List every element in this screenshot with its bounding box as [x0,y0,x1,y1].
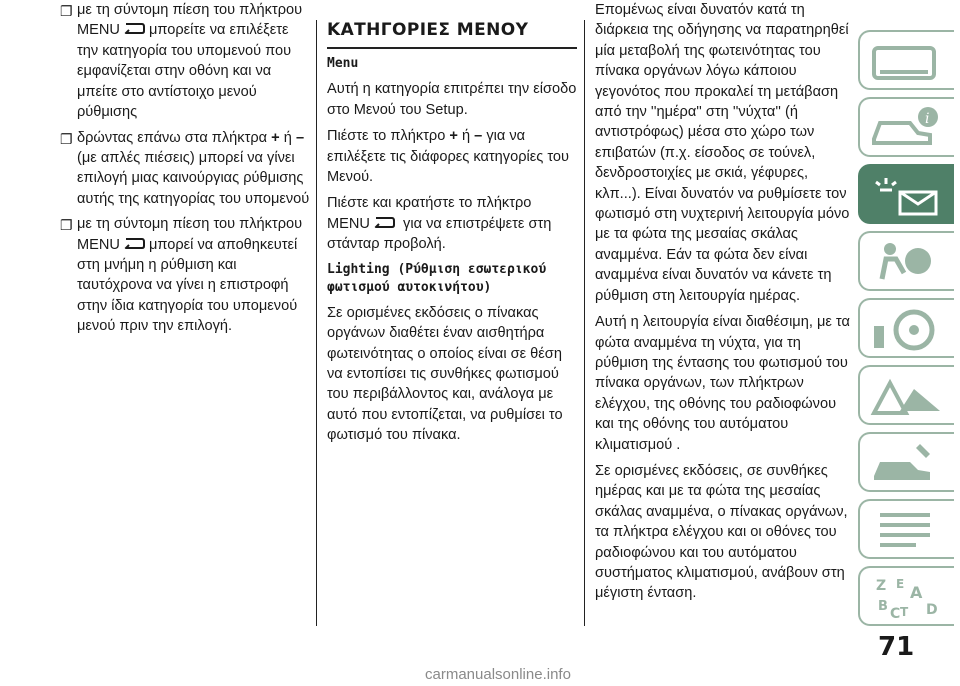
car-info-icon [870,105,946,151]
tab-safety[interactable] [858,231,954,291]
paragraph: Αυτή η κατηγορία επιτρέπει την είσοδο στο Μενού του Setup. [327,81,577,118]
page-number: 71 [878,632,915,662]
tab-car-overview[interactable] [858,30,954,90]
paragraph: Επομένως είναι δυνατόν κατά τη διάρκεια της οδήγησης να παρατηρηθεί μία μεταβολή της φωτεινότητας του πίνακα οργάνων λόγω κάποιου γεγονότος που προκαλεί τη μετάβαση από την ''ημέρα'' στη ''νύχτα'' (ή αντιστρόφως) μέσα στο χώρο των επιβατών (π.χ. είσοδος σε τούνελ, δενδροστοιχίες με σκιά, γέφυρες, κλπ...). Είναι δυνατόν να ρυθμίσετε τον φωτισμό στη νυχτερινή λειτουργία μόνο με τα φώτα της μεσαίας σκάλας αναμμένα. Εάν τα φώτα δεν είναι αναμμένα είναι δυνατόν να κάνετε τη ρύθμιση στη λειτουργία ημέρας. [595,2,850,304]
or-text: ή [283,129,292,146]
emergency-triangle-icon [870,373,946,419]
column-3 [595,0,850,610]
minus-key: – [295,129,305,146]
index-letter: D [926,602,938,618]
paragraph-text: για να επιστρέψετε στη στάνταρ προβολή. [327,215,552,253]
bullet-text: στη μνήμη η ρύθμιση και ταυτόχρονα να γίνει η επιστροφή στην ίδια κατηγορία του υπομενού μενού πριν την επιλογή. [77,257,298,335]
tab-maintenance[interactable] [858,432,954,492]
index-letter: C [890,606,901,620]
bullet-text: (με απλές πιέσεις) μπορεί να γίνει επιλογή μιας καινούργιας ρύθμισης αυτής της κατηγορίας του υπομενού [77,149,310,207]
bullet-item [60,128,310,210]
tab-index[interactable] [858,566,954,626]
lighting-subheading: Lighting (Ρύθμιση εσωτερικού φωτισμού αυτοκινήτου) [327,261,547,295]
tab-emergency[interactable] [858,365,954,425]
plus-key: + [271,129,280,146]
column-divider [584,20,585,626]
or-text: ή [461,128,471,145]
svg-text:i: i [925,111,930,127]
menu-key-label: MENU [327,215,370,232]
bullet-checkbox-icon: ❐ [60,3,73,19]
paragraph-text: για να επιλέξετε τις διάφορες κατηγορίες του Μενού. [327,128,570,186]
warning-lights-message-icon [870,172,946,218]
car-dashboard-icon [870,38,946,84]
paragraph [327,126,577,187]
tab-technical-data[interactable] [858,499,954,559]
bullet-text: την κατηγορία του υπομενού που εμφανίζεται στην οθόνη και να μπείτε στο αντίστοιχο μενού ρύθμισης [77,42,292,121]
index-letter: A [910,583,923,602]
paragraph-text: Πιέστε το πλήκτρο [327,128,446,145]
bullet-checkbox-icon: ❐ [60,217,73,234]
bullet-item [60,214,310,337]
menu-key-label: MENU [77,236,120,253]
bullet-text: δρώντας επάνω στα πλήκτρα [77,129,268,146]
paragraph: Σε ορισμένες εκδόσεις ο πίνακας οργάνων διαθέτει έναν αισθητήρα φωτεινότητας ο οποίος είναι σε θέση να εντοπίσει τις συνθήκες φωτισμού του περιβάλλοντος και, ανάλογα με αυτό που εντοπίζεται, να ρυθμίσει το φωτισμό του πίνακα. [327,304,563,444]
column-1 [60,0,310,342]
bullet-text: με τη σύντομη πίεση του πλήκτρου [77,216,303,233]
section-title: ΚΑΤΗΓΟΡΙΕΣ ΜΕΝΟΥ [327,20,577,49]
index-letter: E [896,577,905,591]
column-2 [327,0,577,452]
chapter-tabs [858,30,958,633]
column-divider [316,20,317,626]
bullet-text: μπορείτε να επιλέξετε [148,22,289,39]
minus-key: – [474,128,483,145]
bullet-item [60,0,310,123]
paragraph: Αυτή η λειτουργία είναι διαθέσιμη, με τα φώτα αναμμένα τη νύχτα, για τη ρύθμιση της έντασης του φωτισμού του πίνακα οργάνων, των πλήκτρων ελέγχου, της οθόνης του ραδιοφώνου και της οθόνης του αυτόματου κλιματισμού . [595,314,850,453]
tab-driving[interactable] [858,298,954,358]
menu-return-icon [123,20,145,40]
menu-return-icon [123,235,145,255]
car-service-icon [870,440,946,486]
tab-warning-lights[interactable] [858,164,954,224]
steering-wheel-icon [870,306,946,352]
bullet-text: με τη σύντομη πίεση του πλήκτρου [77,2,303,18]
watermark: carmanualsonline.info [425,666,571,683]
tab-info[interactable] [858,97,954,157]
paragraph [327,193,577,254]
bullet-checkbox-icon: ❐ [60,130,73,147]
alphabetical-index-icon [870,574,946,620]
bullet-text: μπορεί να αποθηκευτεί [148,236,298,253]
index-letter: T [900,605,909,619]
paragraph: Σε ορισμένες εκδόσεις, σε συνθήκες ημέρας και με τα φώτα της μεσαίας σκάλας αναμμένα, ο πίνακας οργάνων, τα πλήκτρα ελέγχου και οι οθόνες του ραδιοφώνου και του αυτόματου συστήματος κλιματισμού, ανάβουν στη μέγιστη ένταση. [595,462,848,602]
technical-specs-list-icon [870,507,946,553]
plus-key: + [449,128,458,145]
index-letter: Z [876,578,887,594]
airbag-safety-icon [870,239,946,285]
index-letter: B [878,599,888,614]
menu-key-label: MENU [77,22,120,39]
paragraph-text: Πιέστε και κρατήστε το πλήκτρο [327,195,532,212]
menu-subheading: Menu [327,56,359,72]
menu-return-icon [373,214,395,234]
